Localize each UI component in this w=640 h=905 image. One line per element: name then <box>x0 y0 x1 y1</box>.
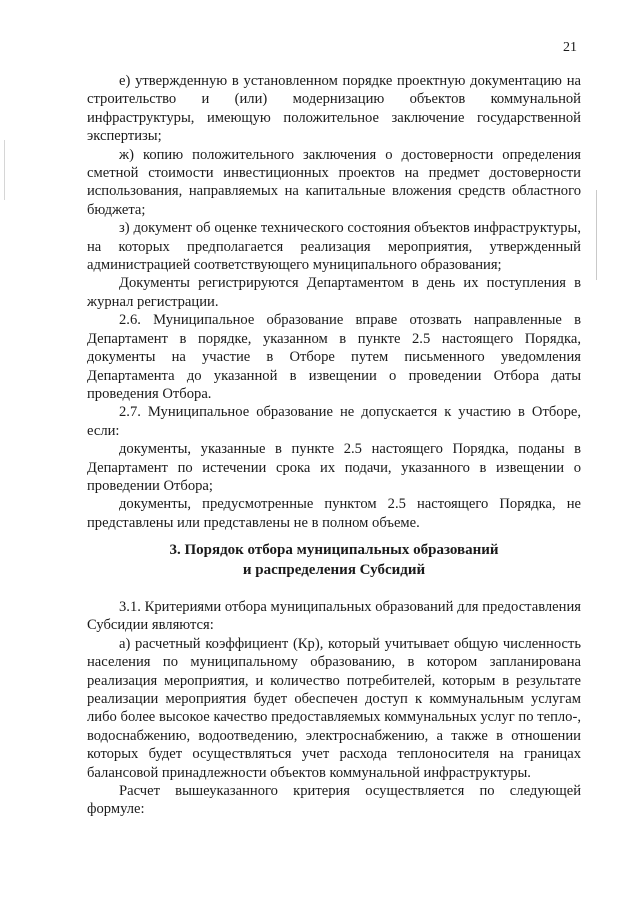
section-heading <box>87 540 581 580</box>
scan-edge-mark <box>596 190 597 280</box>
paragraph-registration: Документы регистрируются Департаментом в день их поступления в журнал регистрации. <box>87 275 581 310</box>
scan-edge-mark <box>4 140 5 200</box>
paragraph-item-a: а) расчетный коэффициент (Кр), который учитывает общую численность населения по муниципальному образованию, в котором запланирована реализация мероприятия, и количество потребителей, которым в результате реализации мероприятия будет обеспечен доступ к коммунальным услугам либо более высокое качество предоставляемых коммунальных услуг по тепло-, водоснабжению, водоотведению, электроснабжению, а также в отношении которых будет осуществляться учет расхода теплоносителя на границах балансовой принадлежности объектов коммунальной инфраструктуры. <box>87 635 581 781</box>
paragraph-2-7: 2.7. Муниципальное образование не допускается к участию в Отборе, если: <box>87 404 581 439</box>
paragraph-formula-intro: Расчет вышеуказанного критерия осуществляется по следующей формуле: <box>87 783 581 818</box>
paragraph-item-z: з) документ об оценке технического состояния объектов инфраструктуры, на которых предполагается реализация мероприятия, утвержденный администрацией соответствующего муниципального образования; <box>87 220 581 274</box>
paragraph-2-7-case-1: документы, указанные в пункте 2.5 настоящего Порядка, поданы в Департамент по истечении срока их подачи, указанного в извещении о проведении Отбора; <box>87 441 581 494</box>
paragraph-2-7-case-2: документы, предусмотренные пунктом 2.5 настоящего Порядка, не представлены или представлены не в полном объеме. <box>87 496 581 531</box>
section-heading-line-2: и распределения Субсидий <box>242 562 426 578</box>
page-number: 21 <box>563 40 577 55</box>
section-heading-line-1: 3. Порядок отбора муниципальных образований <box>169 542 499 558</box>
paragraph-2-6: 2.6. Муниципальное образование вправе отозвать направленные в Департамент в порядке, указанном в пункте 2.5 настоящего Порядка, документы на участие в Отборе путем письменного уведомления Департамента до указанной в извещении о проведении Отбора даты проведения Отбора. <box>87 312 581 402</box>
paragraph-3-1: 3.1. Критериями отбора муниципальных образований для предоставления Субсидии являются: <box>87 599 581 634</box>
body-text-bottom <box>87 598 581 819</box>
body-text-top <box>87 72 581 532</box>
paragraph-item-zh: ж) копию положительного заключения о достоверности определения сметной стоимости инвестиционных проектов на предмет достоверности использования, направляемых на капитальные вложения средств областного бюджета; <box>87 146 581 218</box>
paragraph-item-e: е) утвержденную в установленном порядке проектную документацию на строительство и (или) модернизацию объектов коммунальной инфраструктуры, имеющую положительное заключение государственной экспертизы; <box>87 73 581 145</box>
